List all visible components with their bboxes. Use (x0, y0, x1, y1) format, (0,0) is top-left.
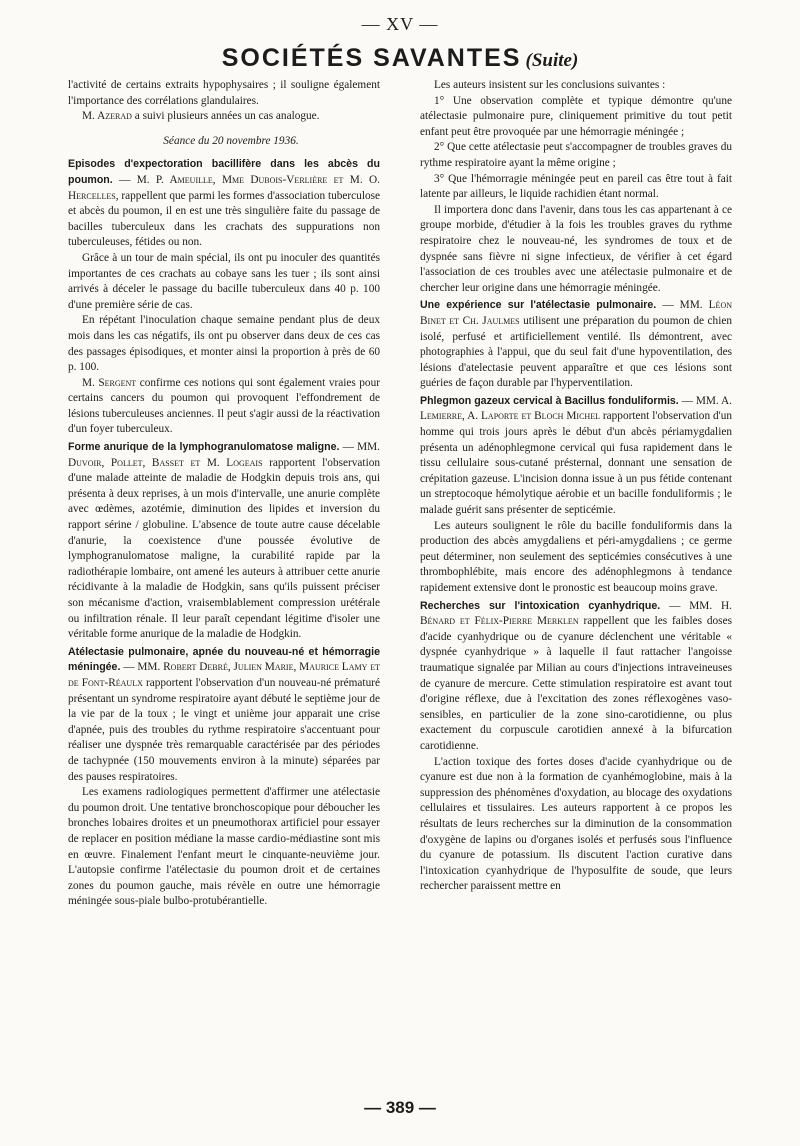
paragraph: Les auteurs insistent sur les conclusions suivantes : (434, 79, 666, 91)
paragraph: Grâce à un tour de main spécial, ils ont pu inoculer des quantités importantes de ces crachats au cobaye sans les tuer ; ils sont ainsi arrivés à déceler le passage du bacille tuberculeux dans 40 p. 100 d'une première série de cas. (68, 251, 380, 311)
paragraph-text: rappellent que les faibles doses d'acide cyanhydrique ou de cyanure déclenchent une véritable « dyspnée cyanhydrique » à laquelle il faut rattacher l'angoisse traumatique signalée par Milian au cours d'injections intraveineuses de cyanure de mercure. Cette stimulation respiratoire est avant tout d'origine réflexe, due à l'excitation des zones réflexogènes vaso-sensibles, en particulier de la zone sino-carotidienne, ou plus exactement du corpuscule carotidien annexé à la bifurcation carotidienne. (420, 615, 732, 752)
paragraph: Les examens radiologiques permettent d'affirmer une atélectasie du poumon droit. Une tentative bronchoscopique pour déboucher les bronches lobaires droites et un pneumothorax artificiel pour essayer de replacer en position médiane la masse cardio-médiastine sont mis en œuvre. Finalement l'enfant meurt le cinquante-neuvième jour. L'autopsie confirme l'atélectasie du poumon droit et de certaines zones du poumon gauche, mais révèle en outre une hémorragie méningée sous-piale bulbo-protubérantielle. (68, 786, 380, 908)
article-title: Une expérience sur l'atélectasie pulmonaire. (420, 299, 657, 312)
paragraph: Il importera donc dans l'avenir, dans tous les cas appartenant à ce groupe morbide, d'étudier à la fois les troubles graves du rythme respiratoire chez le nouveau-né, les syndromes de toux et de dyspnée sans fièvre ni signe infectieux, de vérifier à cet égard l'association de ces troubles avec une atélectasie pulmonaire et de chercher leur origine dans une hémorragie méningée. (420, 203, 732, 294)
article-title: Phlegmon gazeux cervical à Bacillus fonduliformis. (420, 394, 679, 407)
section-header (0, 44, 800, 73)
article-title: Episodes d'expectoration bacillifère dans les abcès du poumon. (68, 158, 380, 186)
article-authors: — MM. Léon Binet et Ch. Jaulmes (420, 299, 732, 327)
paragraph-text: confirme ces notions qui sont également vraies pour certains cancers du poumon qui provoquent l'effondrement de lésions tuberculeuses anciennes. Il peut s'agir aussi de la réactivation d'un foyer tuberculeux. (68, 376, 380, 436)
article-title: Atélectasie pulmonaire, apnée du nouveau-né et hémorragie méningée. (68, 645, 380, 674)
paragraph-text: rappellent que parmi les formes d'association tuberculose et abcès du poumon, il en est une très singulière faite du passage de bacilles tuberculeux dans les crachats des suppurations non tuberculeuses, fétides ou non. (68, 189, 380, 249)
paragraph-text: rapportent l'observation d'un nouveau-né prématuré présentant un syndrome respiratoire ayant débuté le septième jour de la vie par de la toux ; le vingt et unième jour apparait une crise d'apnée, puis des troubles du rythme respiratoire s'accentuant pour réaliser une dyspnée très remarquable caractérisée par des périodes de tachypnée (150 mouvements environ à la minute) séparées par des pauses respiratoires. (68, 676, 380, 783)
article-authors: — MM. Duvoir, Pollet, Basset et M. Logeais (68, 441, 380, 469)
paragraph: 1° Une observation complète et typique démontre qu'une atélectasie pulmonaire pure, cliniquement primitive du tout petit enfant peut être provoquée par une hémorragie méningée ; (420, 94, 732, 138)
roman-page-marker: — XV — (361, 14, 439, 34)
right-column (420, 78, 732, 1094)
paragraph: 2° Que cette atélectasie peut s'accompagner de troubles graves du rythme respiratoire ayant la même origine ; (420, 141, 732, 169)
article-authors: — MM. A. Lemierre, A. Laporte et Bloch Michel (420, 394, 732, 423)
author-name: M. Azerad (82, 110, 132, 123)
page-number: — 389 — (364, 1098, 436, 1117)
author-name: M. Sergent (82, 376, 137, 389)
paragraph: 3° Que l'hémorragie méningée peut en pareil cas être tout à fait latente par ailleurs, le liquide rachidien étant normal. (420, 172, 732, 201)
paragraph (68, 376, 380, 438)
paragraph-text: rapportent l'observation d'un homme qui trois jours après le début d'un abcès périamygdalien présenta un adénophlegmone cervical qui fusa rapidement dans le tissu cellulaire sous-cutané présternal, donnant une sensation de crépitation gazeuse. L'incision donna issue à un pus fétide contenant un streptocoque hémolytique aérobie et un bacille fonduliformis ; le malade guérit sans présenter de septicémie. (420, 410, 732, 517)
paragraph: l'activité de certains extraits hypophysaires ; il souligne également l'importance des corrélations glandulaires. (68, 79, 380, 107)
left-column (68, 78, 380, 1094)
article-title: Forme anurique de la lymphogranulomatose maligne. (68, 441, 340, 454)
paragraph-text: utilisent une préparation du poumon de chien isolé, perfusé et artificiellement ventilé. Ils démontrent, avec photographies à l'appui, que du seul fait d'une hypoventilation, des lésions d'atelectasie peuvent apparaître et que ces lésions sont guéries de façon durable par l'hyperventilation. (420, 314, 732, 390)
article-authors: — MM. Robert Debré, Julien Marie, Maurice Lamy et de Font-Réaulx (68, 661, 380, 689)
session-date: Séance du 20 novembre 1936. (163, 134, 299, 147)
paragraph: Les auteurs soulignent le rôle du bacille fonduliformis dans la production des abcès amygdaliens et péri-amygdaliens ; ce germe peut déterminer, non seulement des septicémies consécutives à une thrombophlébite, mais encore des adénophlegmons à tendance rapidement extensive dont le pronostic est beaucoup moins grave. (420, 519, 732, 594)
section-title-suffix: (Suite) (525, 50, 579, 71)
paragraph-text: a suivi plusieurs années un cas analogue. (131, 110, 320, 123)
article-authors: — M. P. Ameuille, Mme Dubois-Verlière et M. O. Hercelles, (68, 173, 380, 202)
paragraph: L'action toxique des fortes doses d'acide cyanhydrique ou de cyanure est due non à la formation de cyanhémoglobine, mais à la suppression des phénomènes d'oxydation, au blocage des oxydations cellulaires et tissulaires. Les auteurs rapportent à ce propos les résultats de leurs recherches sur la diminution de la consommation d'oxygène de lapins ou d'organes isolés et perfusés sous l'influence du cyanure de potassium. Ils discutent l'action curative dans l'intoxication cyanhydrique de l'hyposulfite de soude, que leurs rechercher paraissent mettre en (420, 755, 732, 893)
article-title: Recherches sur l'intoxication cyanhydrique. (420, 599, 661, 612)
paragraph-text: rapportent l'observation d'une malade atteinte de maladie de Hodgkin depuis trois ans, qui présenta à deux reprises, à un mois d'intervalle, une anurie complète avec œdèmes, azotémie, diminution des lipides et inversion du rapport sérine / globuline. L'absence de toute autre cause décelable d'anurie, la coexistence d'une poussée évolutive de lymphogranulomatose maligne, la curabilité rapide par la radiothérapie lombaire, ont amené les auteurs à attribuer cette anurie récidivante à la maladie de Hodgkin, sans qu'ils puissent préciser son mécanisme d'action, vraisemblablement compression urétérale ou infiltration rénale. Il leur paraît cependant légitime d'isoler une véritable forme anurique de la maladie de Hodgkin. (68, 456, 380, 641)
article-authors: — MM. H. Bénard et Félix-Pierre Merklen (420, 599, 732, 628)
section-title: SOCIÉTÉS SAVANTES (221, 44, 522, 72)
paragraph (68, 109, 380, 125)
paragraph: En répétant l'inoculation chaque semaine pendant plus de deux mois dans les cas négatifs, ils ont pu observer dans deux de ces cas des passages épisodiques, et monter ainsi la proportion à près de 60 p. 100. (68, 314, 380, 374)
